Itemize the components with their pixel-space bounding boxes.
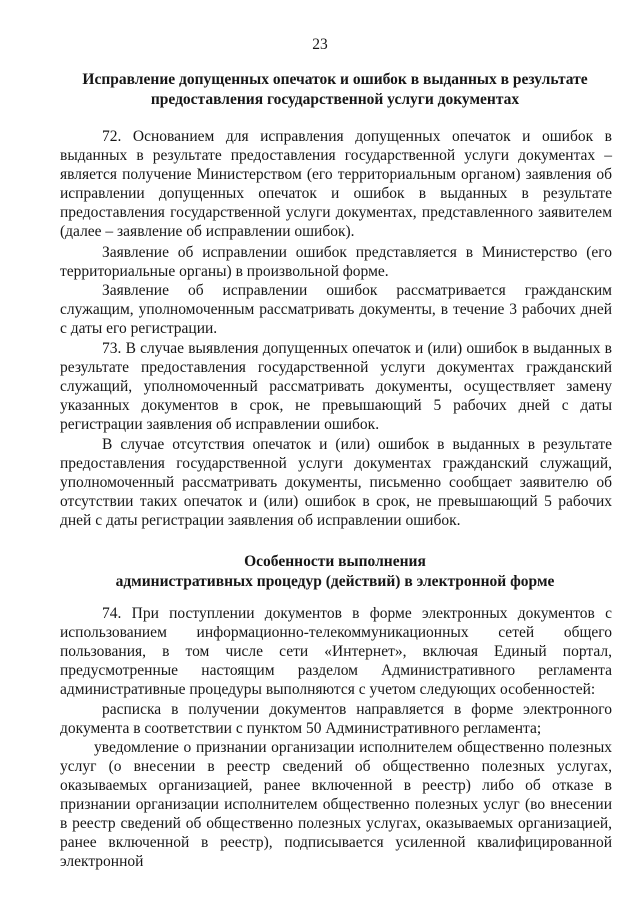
paragraph-74-receipt: расписка в получении документов направляется в форме электронного документа в соответствии с пунктом 50 Административного регламента;	[60, 701, 612, 737]
paragraph-72-application: Заявление об исправлении ошибок представляется в Министерство (его территориальные органы) в произвольной форме.	[60, 244, 612, 280]
section-heading-corrections	[60, 70, 610, 110]
heading-line: предоставления государственной услуги документах	[150, 91, 520, 108]
section-heading-electronic	[60, 552, 610, 592]
paragraph-73-absence: В случае отсутствия опечаток и (или) ошибок в выданных в результате предоставления государственной услуги документах гражданский служащий, уполномоченный рассматривать документы, письменно сообщает заявителю об отсутствии таких опечаток и (или) ошибок в срок, не превышающий 5 рабочих дней с даты регистрации заявления об исправлении ошибок.	[60, 436, 612, 529]
paragraph-74: 74. При поступлении документов в форме электронных документов с использованием информационно-телекоммуникационных сетей общего пользования, в том числе сети «Интернет», включая Единый портал, предусмотренные настоящим разделом Административного регламента административные процедуры выполняются с учетом следующих особенностей:	[60, 605, 612, 698]
heading-line: Исправление допущенных опечаток и ошибок в выданных в результате	[82, 71, 588, 88]
paragraph-72: 72. Основанием для исправления допущенных опечаток и ошибок в выданных в результате предоставления государственной услуги документах – является получение Министерством (его территориальным органом) заявления об исправлении допущенных опечаток и ошибок в выданных в результате предоставления государственной услуги документах, представленного заявителем (далее – заявление об исправлении ошибок).	[60, 128, 612, 240]
page-number: 23	[312, 36, 328, 53]
paragraph-72-review: Заявление об исправлении ошибок рассматривается гражданским служащим, уполномоченным рассматривать документы, в течение 3 рабочих дней с даты его регистрации.	[60, 282, 612, 337]
heading-line: Особенности выполнения	[244, 553, 426, 570]
paragraph-74-notification: уведомление о признании организации исполнителем общественно полезных услуг (о внесении в реестр сведений об общественно полезных услугах, оказываемых организацией, ранее включенной в реестр) либо об отказе в признании организации исполнителем общественно полезных услуг (во внесении в реестр сведений об общественно полезных услугах, оказываемых организацией, ранее включенной в реестр), подписывается усиленной квалифицированной электронной	[60, 739, 612, 870]
heading-line: административных процедур (действий) в электронной форме	[115, 573, 555, 590]
paragraph-73: 73. В случае выявления допущенных опечаток и (или) ошибок в выданных в результате предоставления государственной услуги документах гражданский служащий, уполномоченный рассматривать документы, осуществляет замену указанных документов в срок, не превышающий 5 рабочих дней с даты регистрации заявления об исправлении ошибок.	[60, 340, 612, 433]
